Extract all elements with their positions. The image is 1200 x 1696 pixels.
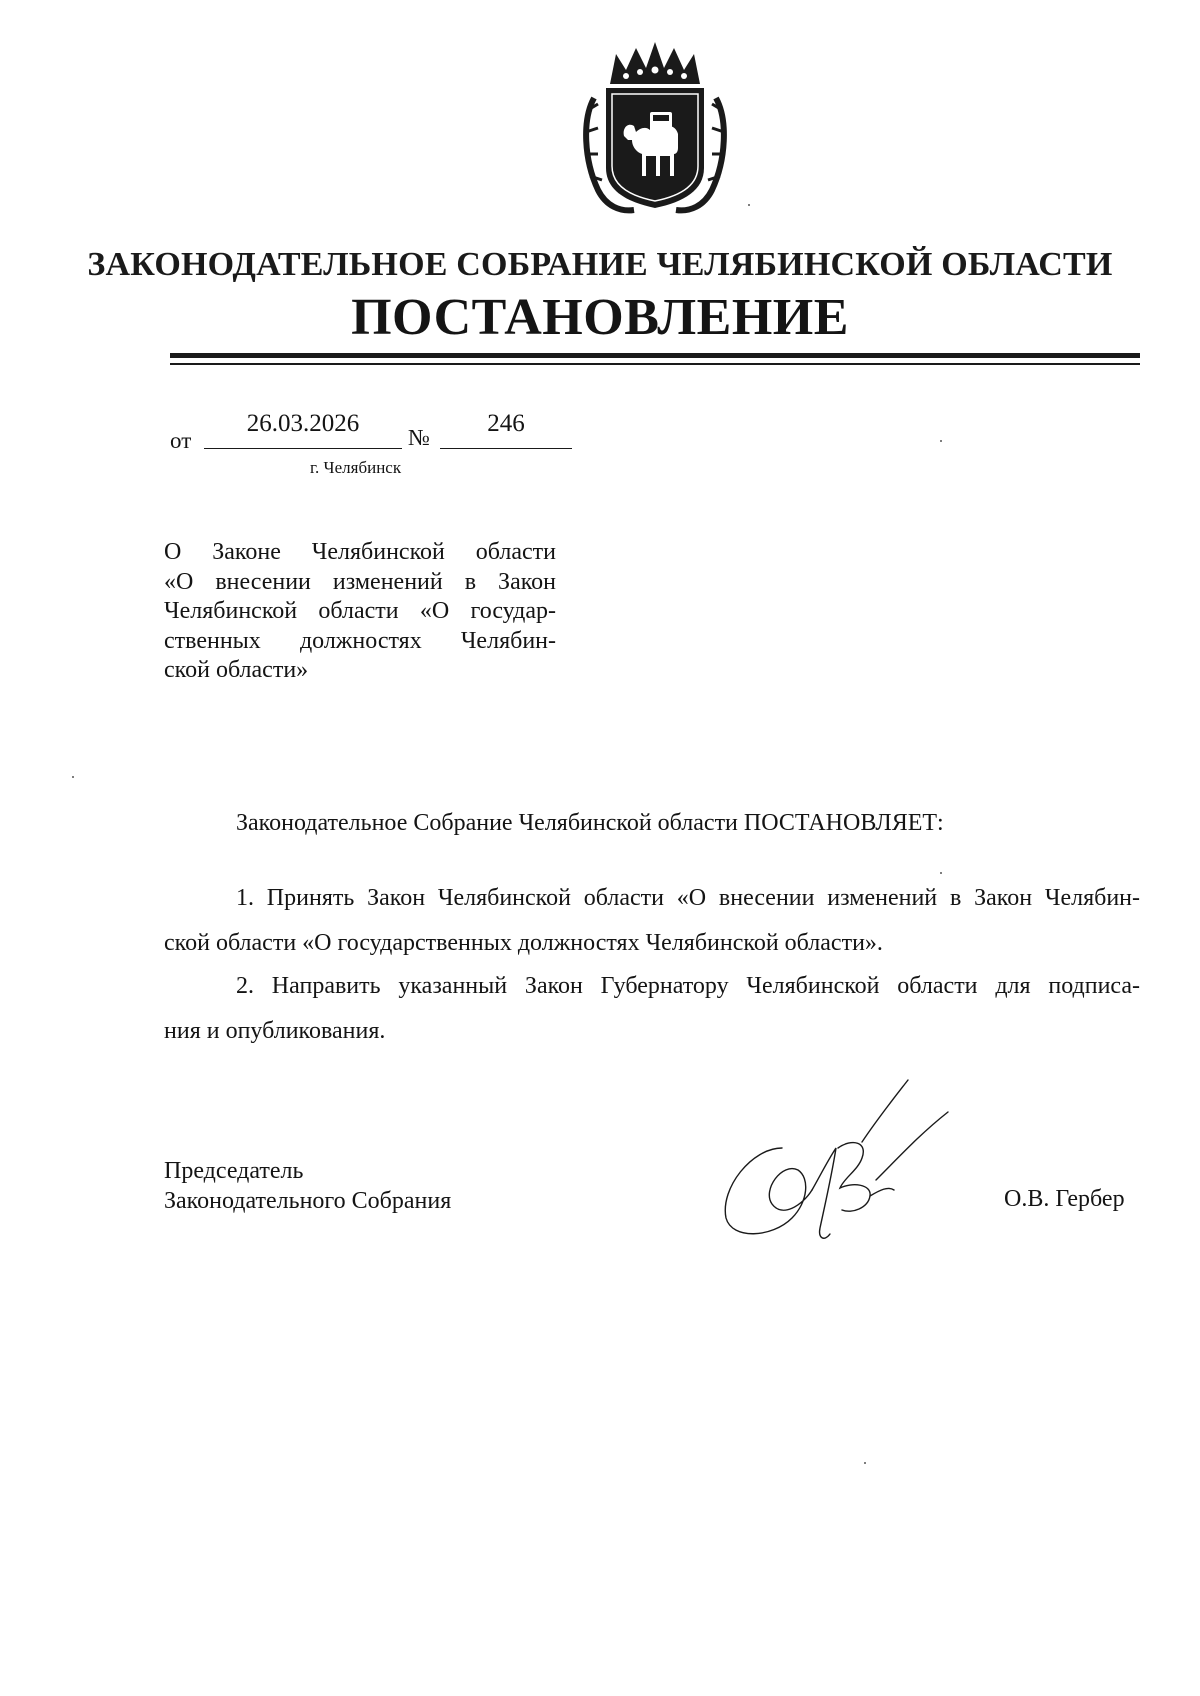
scan-speck: [864, 1462, 866, 1464]
scan-speck: [940, 440, 942, 442]
header-divider-thick: [170, 353, 1140, 358]
date-label: от: [170, 428, 192, 453]
number-label: №: [408, 425, 430, 450]
subject-line: ственных должностях Челябин-: [164, 627, 556, 654]
city-name: г. Челябинск: [310, 458, 402, 477]
signatory-position: [164, 1156, 451, 1216]
coat-of-arms-icon: [580, 40, 730, 216]
decree-item-line: ния и опубликования.: [164, 1017, 386, 1044]
decree-item-1: [164, 876, 1140, 965]
subject-line: «О внесении изменений в Закон: [164, 568, 556, 595]
scan-speck: [748, 204, 750, 206]
document-type: ПОСТАНОВЛЕНИЕ: [351, 289, 849, 346]
decree-item-2: [164, 964, 1140, 1053]
position-line: Председатель: [164, 1158, 304, 1184]
number-underline: [440, 448, 572, 449]
date-underline: [204, 448, 402, 449]
scan-speck: [940, 872, 942, 874]
document-date: 26.03.2026: [246, 410, 360, 437]
header-divider-thin: [170, 363, 1140, 365]
decree-item-line: 1. Принять Закон Челябинской области «О внесении изменений в Закон Челябин-: [236, 885, 1140, 911]
decree-item-line: 2. Направить указанный Закон Губернатору Челябинской области для подписа-: [236, 973, 1140, 999]
position-line: Законодательного Собрания: [164, 1188, 452, 1214]
organization-name: ЗАКОНОДАТЕЛЬНОЕ СОБРАНИЕ ЧЕЛЯБИНСКОЙ ОБЛАСТИ: [87, 246, 1113, 283]
subject-line: ской области»: [164, 657, 309, 683]
decree-statement: Законодательное Собрание Челябинской области ПОСТАНОВЛЯЕТ:: [236, 810, 944, 836]
subject-line: Челябинской области «О государ-: [164, 598, 556, 624]
decree-item-line: ской области «О государственных должностях Челябинской области».: [164, 929, 883, 956]
document-number: 246: [487, 410, 525, 437]
document-subject: [164, 538, 556, 686]
signatory-name: О.В. Гербер: [1004, 1186, 1125, 1212]
scan-speck: [72, 776, 74, 778]
subject-line: О Законе Челябинской области: [164, 539, 556, 565]
handwritten-signature: [712, 1078, 972, 1248]
